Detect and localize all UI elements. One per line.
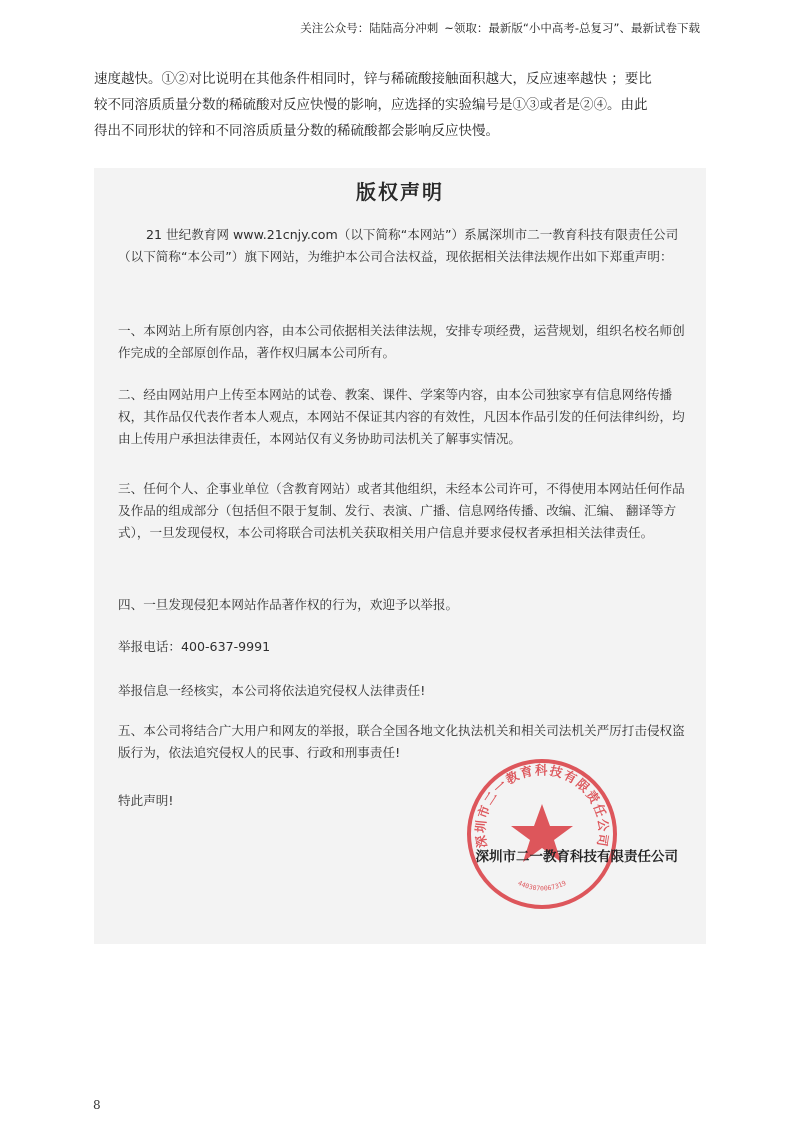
intro-line: 速度越快。①②对比说明在其他条件相同时，锌与稀硫酸接触面积越大，反应速率越快 ；要比 (94, 71, 652, 87)
page-header (300, 20, 700, 36)
intro-line: 较不同溶质质量分数的稀硫酸对反应快慢的影响，应选择的实验编号是①③或者是②④。由此 (94, 97, 648, 113)
intro-paragraph (94, 66, 706, 144)
notice-clause-3: 三、任何个人、企事业单位（含教育网站）或者其他组织，未经本公司许可，不得使用本网站任何作品及作品的组成部分（包括但不限于复制、发行、表演、广播、信息网络传播、改编、汇编、 翻译等方式），一旦发现侵权，本公司将联合司法机关获取相关用户信息并要求侵权者承担相关法律责任。 (118, 481, 685, 540)
report-verification: 举报信息一经核实，本公司将依法追究侵权人法律责任! (118, 683, 426, 698)
header-left-text: 关注公众号：陆陆高分冲刺 (300, 21, 439, 35)
notice-closing: 特此声明! (118, 793, 174, 808)
seal-number-path: 4403070067319 (516, 878, 568, 893)
notice-clause-2: 二、经由网站用户上传至本网站的试卷、教案、课件、学案等内容，由本公司独家享有信息网络传播权，其作品仅代表作者本人观点，本网站不保证其内容的有效性，凡因本作品引发的任何法律纠纷，均由上传用户承担法律责任，本网站仅有义务协助司法机关了解事实情况。 (118, 387, 685, 446)
seal-text-path: 深圳市二一教育科技有限责任公司 (472, 762, 612, 849)
report-phone: 举报电话：400-637-9991 (118, 639, 271, 654)
seal-number (517, 879, 568, 893)
notice-clause-4: 四、一旦发现侵犯本网站作品著作权的行为，欢迎予以举报。 (118, 597, 459, 612)
notice-preamble: 21 世纪教育网 www.21cnjy.com（以下简称“本网站”）系属深圳市二一教育科技有限责任公司（以下简称“本公司”）旗下网站，为维护本公司合法权益，现依据相关法律法规作出如下郑重声明： (118, 227, 679, 264)
company-signature: 深圳市二一教育科技有限责任公司 (475, 849, 678, 865)
notice-title: 版权声明 (356, 180, 444, 204)
page-number: 8 (93, 1098, 101, 1112)
header-right-text: ~领取：最新版“小中高考-总复习”、最新试卷下载 (444, 21, 700, 35)
notice-clause-1: 一、本网站上所有原创内容，由本公司依据相关法律法规，安排专项经费，运营规划，组织名校名师创作完成的全部原创作品，著作权归属本公司所有。 (118, 323, 685, 360)
intro-line: 得出不同形状的锌和不同溶质质量分数的稀硫酸都会影响反应快慢。 (94, 123, 499, 139)
company-seal-stamp (464, 756, 620, 912)
notice-clause-5: 五、本公司将结合广大用户和网友的举报，联合全国各地文化执法机关和相关司法机关严厉打击侵权盗版行为，依法追究侵权人的民事、行政和刑事责任! (118, 723, 685, 760)
copyright-notice-image (94, 168, 706, 944)
